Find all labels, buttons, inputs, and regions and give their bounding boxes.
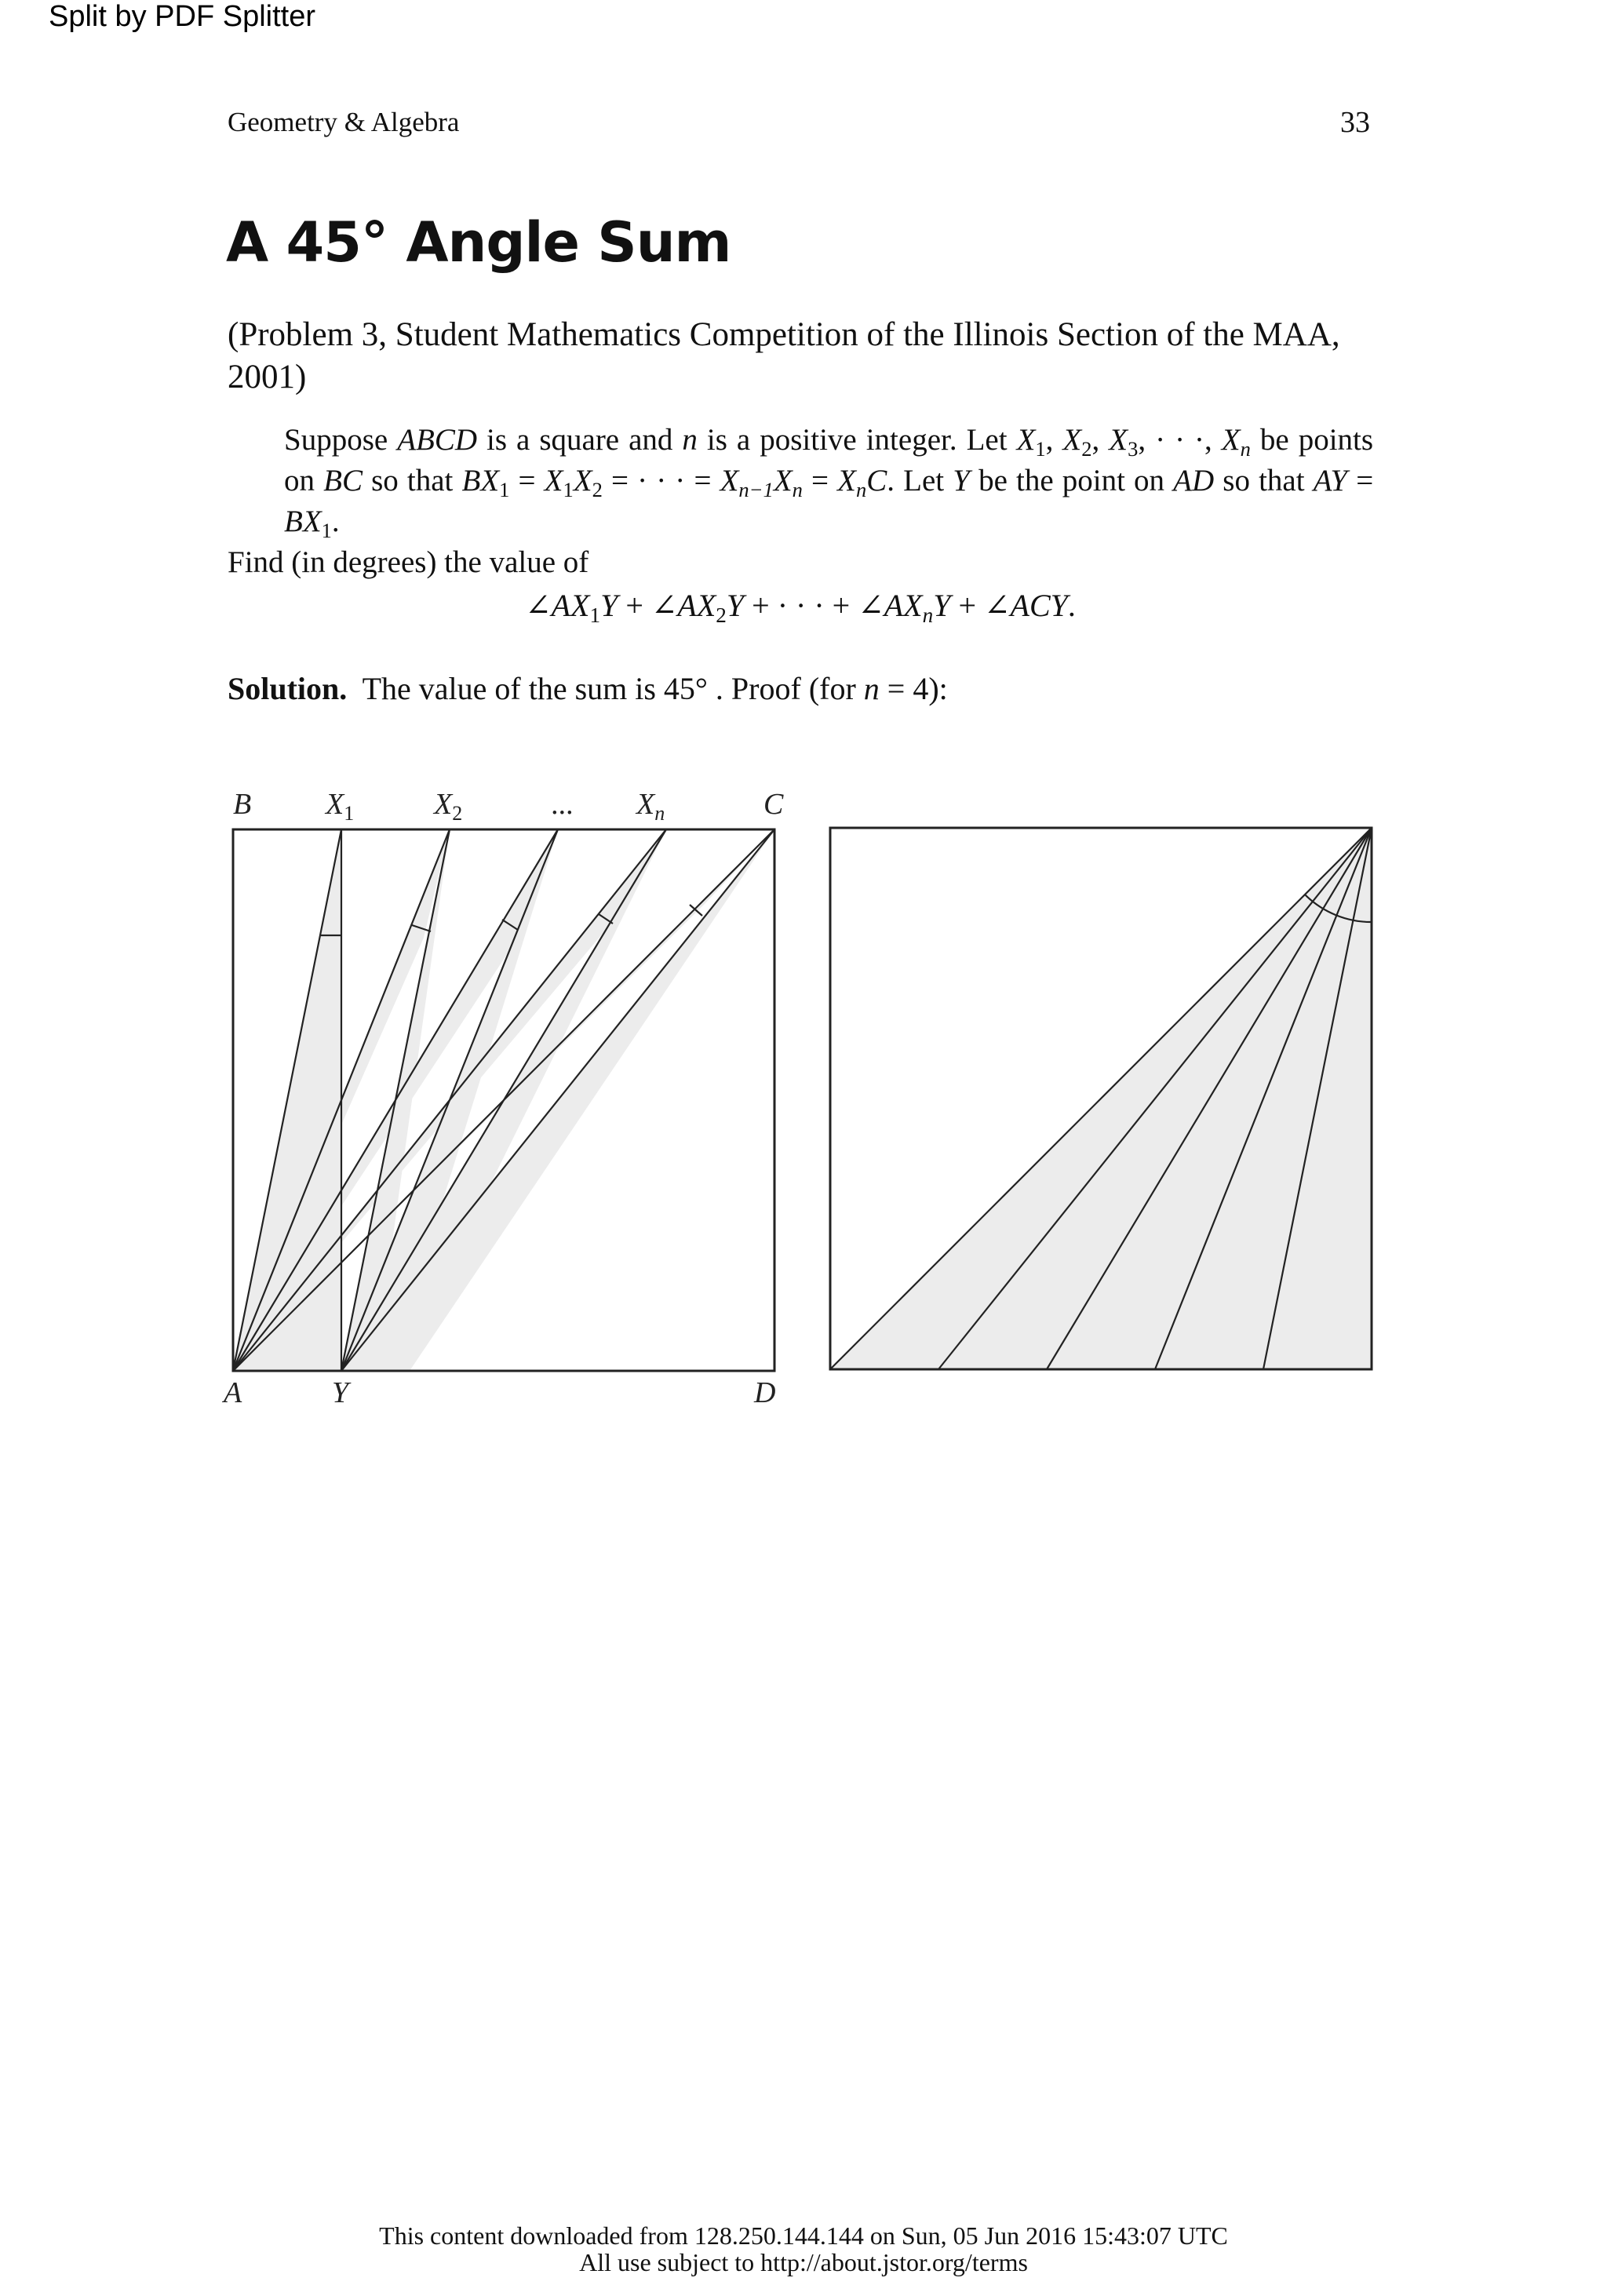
label-C: C <box>763 788 784 821</box>
problem-statement: Suppose ABCD is a square and n is a positive integer. Let $X_1$, $X_2$, $X_3$, · · ·, $X_n$ be points on BC so that $BX_1 = X_1X_2$ = · · · = $X_{n-1}X_n = X_nC$. Let Y be the point on AD so that AY = $BX_1$. Find (in degrees) the value of <box>228 423 1374 579</box>
running-head: Geometry & Algebra <box>228 107 460 137</box>
right-figure-45-degree-fan <box>816 816 1381 1381</box>
article-title: A 45° Angle Sum <box>226 210 731 275</box>
left-figure-square-construction <box>196 777 793 1420</box>
label-X1: $X_1$ <box>326 788 355 825</box>
label-Y: Y <box>332 1376 349 1409</box>
label-A: A <box>224 1376 242 1409</box>
label-B: B <box>233 788 252 821</box>
pdf-splitter-watermark: Split by PDF Splitter <box>49 0 315 33</box>
label-D: D <box>754 1376 776 1409</box>
page-footer <box>0 2222 1607 2276</box>
label-ellipsis: ... <box>552 788 574 821</box>
footer-terms-line: All use subject to http://about.jstor.org/terms <box>579 2248 1028 2276</box>
label-X2: $X_2$ <box>434 788 463 825</box>
solution-label: Solution. <box>228 671 348 706</box>
page-number: 33 <box>1340 106 1370 139</box>
footer-download-line: This content downloaded from 128.250.144.144 on Sun, 05 Jun 2016 15:43:07 UTC <box>379 2221 1228 2250</box>
problem-source: (Problem 3, Student Mathematics Competition of the Illinois Section of the MAA, 2001) <box>228 316 1340 395</box>
label-Xn: $X_n$ <box>636 788 665 825</box>
solution-paragraph: Solution. The value of the sum is 45° . Proof (for n = 4): <box>228 671 948 706</box>
display-equation: $\angle AX_1Y$ + $\angle AX_2Y$ + · · · + $\angle AX_nY$ + ∠ACY. <box>525 588 1076 628</box>
